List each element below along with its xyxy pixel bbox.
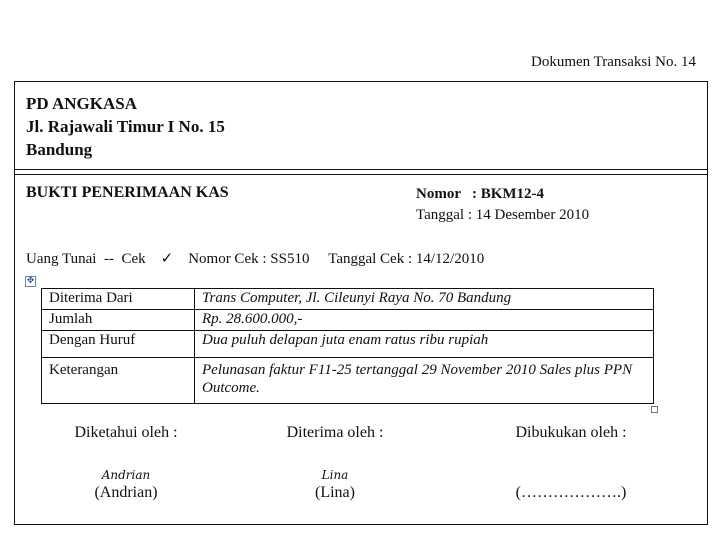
receipt-title: BUKTI PENERIMAAN KAS [26,184,229,201]
check-option: Cek [121,251,146,267]
payment-method-line [26,249,484,268]
table-row [42,310,654,331]
row-label-received-from: Diterima Dari [42,289,195,310]
signature-title: Diketahui oleh : [74,424,178,441]
check-date: Tanggal Cek : 14/12/2010 [328,251,485,267]
cash-option: Uang Tunai [26,251,97,267]
signature-received-by [280,424,390,502]
check-number: Nomor Cek : SS510 [188,251,310,267]
company-header [26,92,225,161]
row-label-amount: Jumlah [42,310,195,331]
company-city: Bandung [26,140,93,159]
document-number: Dokumen Transaksi No. 14 [530,54,696,70]
signature-known-by [66,424,186,502]
header-divider-bottom [14,174,708,175]
table-row [42,289,654,310]
company-name: PD ANGKASA [26,94,137,113]
signature-mark: Lina [321,468,349,482]
signature-mark: Andrian [101,468,151,482]
row-label-in-words: Dengan Huruf [42,331,195,358]
row-value-amount: Rp. 28.600.000,- [195,310,654,331]
resize-handle-icon[interactable] [651,406,658,413]
row-value-received-from: Trans Computer, Jl. Cileunyi Raya No. 70 Bandung [195,289,654,310]
receipt-table [41,288,654,404]
table-row [42,358,654,404]
row-value-in-words: Dua puluh delapan juta enam ratus ribu rupiah [195,331,654,358]
signer-name: (Andrian) [94,484,158,501]
option-separator: -- [103,251,114,267]
row-value-description: Pelunasan faktur F11-25 tertanggal 29 November 2010 Sales plus PPN Outcome. [195,358,654,404]
receipt-meta [416,184,589,226]
receipt-date: Tanggal : 14 Desember 2010 [416,207,590,223]
company-address: Jl. Rajawali Timur I No. 15 [26,117,225,136]
signer-name: (Lina) [315,484,355,501]
check-mark-icon: ✓ [160,251,174,267]
signature-recorded-by [506,424,636,502]
receipt-number: Nomor : BKM12-4 [416,186,545,202]
signer-name: (……………….) [515,484,627,501]
signature-title: Diterima oleh : [286,424,384,441]
row-label-description: Keterangan [42,358,195,404]
table-row [42,331,654,358]
header-divider-top [14,169,708,170]
signature-title: Dibukukan oleh : [515,424,627,441]
move-icon[interactable]: ✥ [26,276,35,286]
